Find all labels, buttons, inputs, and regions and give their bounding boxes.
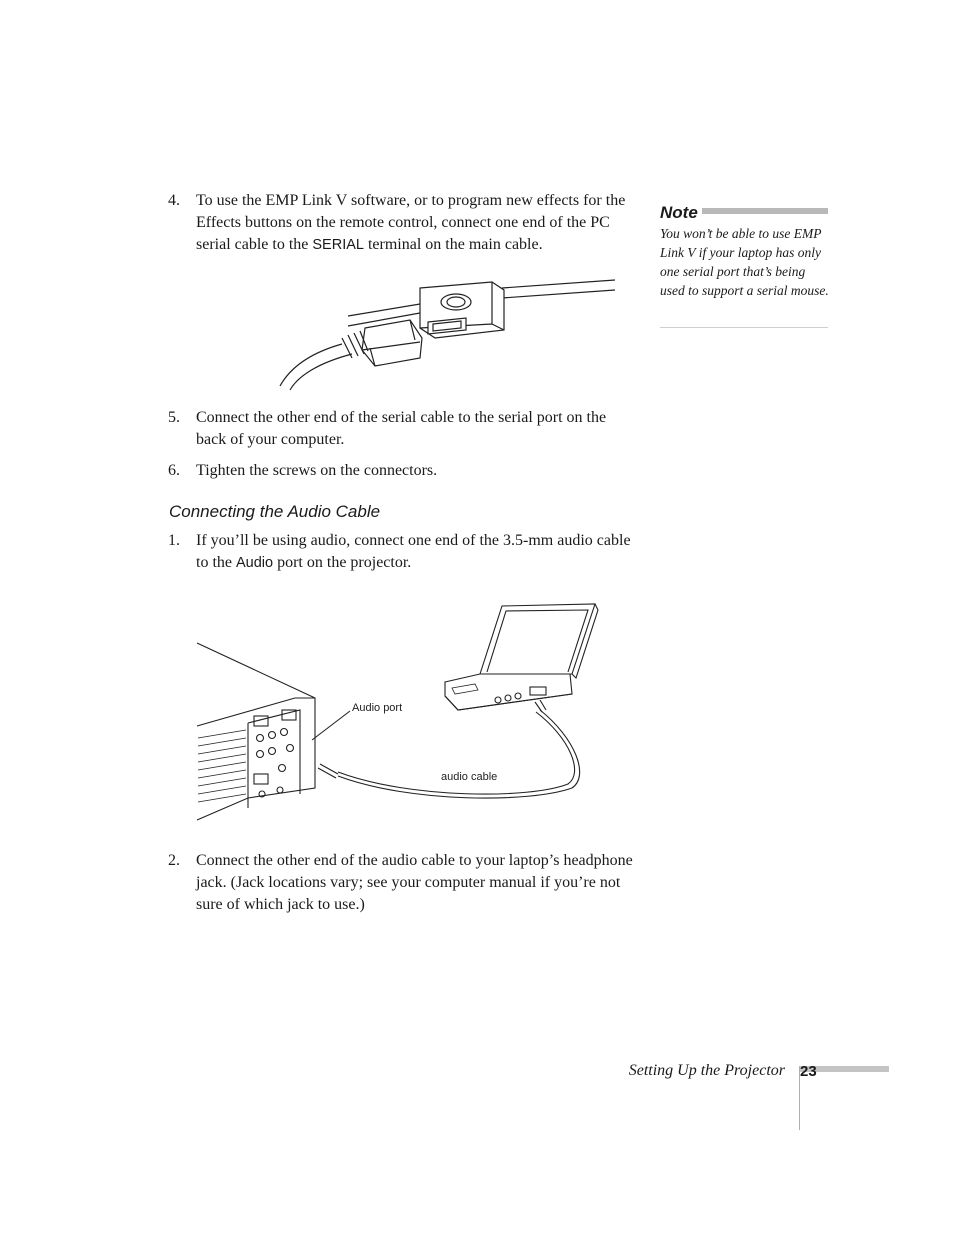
note-text: You won’t be able to use EMP Link V if your laptop has only one serial port that’s being used to support a serial mouse. — [660, 226, 829, 298]
step-number: 6. — [168, 462, 180, 479]
step-text: Connect the other end of the serial cable to the serial port on the back of your computer. — [196, 409, 607, 448]
step-4 — [168, 190, 638, 256]
step-number: 4. — [168, 192, 180, 209]
step-number: 5. — [168, 409, 180, 426]
step-1 — [168, 530, 638, 574]
step-text — [196, 190, 638, 256]
step-2 — [168, 850, 638, 916]
step-text-part: To use the EMP Link V software, or to program new effects for the Effects buttons on the remote control, connect one end of the PC serial cable to the — [196, 192, 626, 253]
step-number: 1. — [168, 532, 180, 549]
step-text: Connect the other end of the audio cable to your laptop’s headphone jack. (Jack locations vary; see your computer manual if you’re not sure of which jack to use.) — [196, 852, 633, 913]
page-number: 23 — [800, 1063, 817, 1080]
section-heading: Connecting the Audio Cable — [169, 502, 381, 521]
step-text: Tighten the screws on the connectors. — [196, 462, 438, 479]
step-5 — [168, 407, 638, 451]
step-text — [196, 530, 638, 574]
serial-connector-illustration — [270, 268, 630, 393]
serial-keyword: SERIAL — [312, 237, 364, 253]
step-text-part: If you’ll be using audio, connect one end of the 3.5-mm audio cable to the — [196, 532, 631, 571]
audio-port-label: Audio port — [352, 702, 403, 714]
note-title: Note — [660, 203, 702, 222]
audio-cable-label: audio cable — [441, 771, 498, 783]
step-number: 2. — [168, 852, 180, 869]
step-text-part: terminal on the main cable. — [363, 236, 543, 253]
step-text-part: port on the projector. — [273, 554, 412, 571]
footer-section-title: Setting Up the Projector — [628, 1062, 785, 1079]
step-6 — [168, 460, 638, 482]
note-divider — [660, 327, 828, 328]
audio-keyword: Audio — [236, 555, 274, 571]
